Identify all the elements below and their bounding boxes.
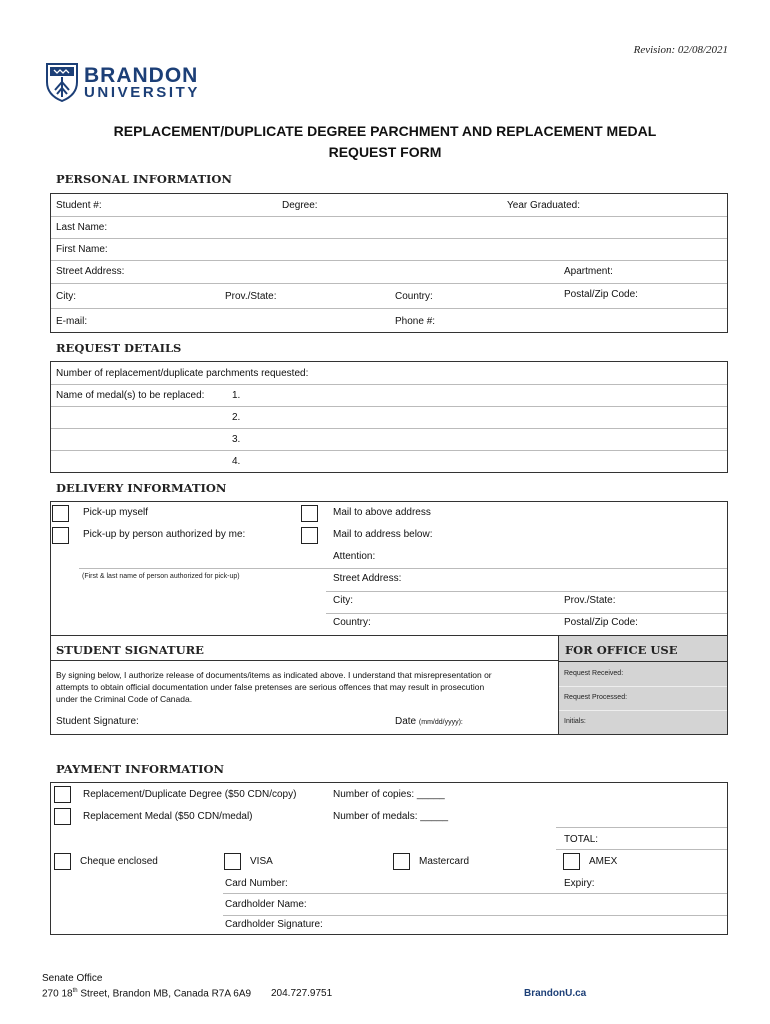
num-medals-field[interactable]: Number of medals: _____: [333, 811, 449, 822]
row-divider: [51, 283, 727, 284]
authorization-statement-line3: under the Criminal Code of Canada.: [56, 694, 193, 704]
request-details-box: [50, 361, 728, 473]
mail-above-label: Mail to above address: [333, 507, 431, 518]
medal-names-label: Name of medal(s) to be replaced:: [56, 390, 205, 401]
row-divider: [559, 710, 727, 711]
footer-address: [42, 988, 251, 999]
form-title-line1: REPLACEMENT/DUPLICATE DEGREE PARCHMENT AND REPLACEMENT MEDAL: [113, 123, 657, 139]
university-crest-logo: [44, 62, 80, 102]
apartment-field[interactable]: Apartment:: [564, 266, 613, 277]
delivery-country-field[interactable]: Country:: [333, 617, 371, 628]
row-divider: [556, 849, 727, 850]
visa-checkbox[interactable]: [224, 853, 241, 870]
student-number-field[interactable]: Student #:: [56, 200, 102, 211]
row-divider: [559, 686, 727, 687]
num-parchments-field[interactable]: Number of replacement/duplicate parchments requested:: [56, 368, 309, 379]
row-divider: [51, 406, 727, 407]
authorization-statement-line1: By signing below, I authorize release of documents/items as indicated above. I understand that misrepresentation or: [56, 670, 492, 680]
authorization-statement-line2: attempts to obtain official documentation under false pretenses are serious offences that may result in prosecution: [56, 682, 485, 692]
cheque-label: Cheque enclosed: [80, 856, 158, 867]
personal-info-box: [50, 193, 728, 333]
authorized-name-line: [79, 568, 327, 569]
street-address-field[interactable]: Street Address:: [56, 266, 125, 277]
pickup-myself-checkbox[interactable]: [52, 505, 69, 522]
medal-payment-label: Replacement Medal ($50 CDN/medal): [83, 811, 253, 822]
row-divider: [326, 568, 727, 569]
row-divider: [559, 661, 727, 662]
office-use-heading: FOR OFFICE USE: [565, 643, 678, 657]
date-label: Date: [395, 716, 417, 727]
row-divider: [326, 613, 727, 614]
num-copies-field[interactable]: Number of copies: _____: [333, 789, 445, 800]
request-received-field: Request Received:: [564, 670, 624, 677]
request-details-heading: REQUEST DETAILS: [56, 341, 182, 355]
pickup-authorized-checkbox[interactable]: [52, 527, 69, 544]
country-field[interactable]: Country:: [395, 291, 433, 302]
city-field[interactable]: City:: [56, 291, 76, 302]
card-number-field[interactable]: Card Number:: [225, 878, 288, 889]
row-divider: [51, 308, 727, 309]
row-divider: [556, 827, 727, 828]
logo-wordmark-brandon: BRANDON: [84, 64, 199, 87]
delivery-info-box: [50, 501, 728, 636]
delivery-postal-field[interactable]: Postal/Zip Code:: [564, 617, 638, 628]
year-graduated-field[interactable]: Year Graduated:: [507, 200, 581, 211]
delivery-info-heading: DELIVERY INFORMATION: [56, 481, 227, 495]
email-field[interactable]: E-mail:: [56, 316, 88, 327]
medal-item-1[interactable]: 1.: [232, 390, 241, 401]
form-title: [0, 121, 770, 163]
student-signature-field[interactable]: Student Signature:: [56, 716, 139, 727]
delivery-street-field[interactable]: Street Address:: [333, 573, 402, 584]
attention-field[interactable]: Attention:: [333, 551, 376, 562]
mail-below-label: Mail to address below:: [333, 529, 433, 540]
footer-address-number: 270 18: [42, 988, 73, 1000]
row-divider: [326, 591, 727, 592]
phone-field[interactable]: Phone #:: [395, 316, 436, 327]
first-name-field[interactable]: First Name:: [56, 244, 108, 255]
pickup-authorized-label: Pick-up by person authorized by me:: [83, 529, 246, 540]
degree-field[interactable]: Degree:: [282, 200, 318, 211]
initials-field: Initials:: [564, 718, 586, 725]
mail-below-checkbox[interactable]: [301, 527, 318, 544]
payment-info-heading: PAYMENT INFORMATION: [56, 762, 225, 776]
footer-office: Senate Office: [42, 973, 103, 984]
personal-info-heading: PERSONAL INFORMATION: [56, 172, 232, 186]
cardholder-signature-field[interactable]: Cardholder Signature:: [225, 919, 323, 930]
mastercard-checkbox[interactable]: [393, 853, 410, 870]
row-divider: [51, 238, 727, 239]
mail-above-checkbox[interactable]: [301, 505, 318, 522]
delivery-city-field[interactable]: City:: [333, 595, 353, 606]
pickup-myself-label: Pick-up myself: [83, 507, 149, 518]
authorized-person-note: (First & last name of person authorized for pick-up): [82, 573, 240, 580]
medal-payment-checkbox[interactable]: [54, 808, 71, 825]
date-format-hint: (mm/dd/yyyy):: [418, 719, 463, 726]
footer-phone: 204.727.9751: [271, 988, 333, 999]
row-divider: [51, 260, 727, 261]
amex-checkbox[interactable]: [563, 853, 580, 870]
medal-item-4[interactable]: 4.: [232, 456, 241, 467]
footer-address-suffix: th: [72, 988, 78, 994]
row-divider: [51, 450, 727, 451]
row-divider: [51, 428, 727, 429]
degree-payment-label: Replacement/Duplicate Degree ($50 CDN/copy): [83, 789, 297, 800]
date-field[interactable]: [395, 716, 463, 727]
student-signature-heading: STUDENT SIGNATURE: [56, 643, 204, 657]
row-divider: [223, 893, 727, 894]
revision-date: Revision: 02/08/2021: [633, 44, 728, 56]
logo-wordmark-university: UNIVERSITY: [84, 84, 201, 101]
last-name-field[interactable]: Last Name:: [56, 222, 108, 233]
postal-code-field[interactable]: Postal/Zip Code:: [564, 289, 638, 300]
request-processed-field: Request Processed:: [564, 694, 628, 701]
total-field[interactable]: TOTAL:: [564, 834, 599, 845]
mastercard-label: Mastercard: [419, 856, 470, 867]
footer-address-rest: Street, Brandon MB, Canada R7A 6A9: [77, 988, 252, 1000]
cheque-checkbox[interactable]: [54, 853, 71, 870]
prov-state-field[interactable]: Prov./State:: [225, 291, 277, 302]
form-title-line2: REQUEST FORM: [328, 144, 442, 160]
cardholder-name-field[interactable]: Cardholder Name:: [225, 899, 307, 910]
visa-label: VISA: [250, 856, 273, 867]
degree-payment-checkbox[interactable]: [54, 786, 71, 803]
row-divider: [223, 915, 727, 916]
row-divider: [51, 216, 727, 217]
medal-item-2[interactable]: 2.: [232, 412, 241, 423]
delivery-prov-field[interactable]: Prov./State:: [564, 595, 616, 606]
footer-website-link[interactable]: BrandonU.ca: [524, 988, 587, 999]
row-divider: [51, 384, 727, 385]
medal-item-3[interactable]: 3.: [232, 434, 241, 445]
expiry-field[interactable]: Expiry:: [564, 878, 595, 889]
amex-label: AMEX: [589, 856, 618, 867]
